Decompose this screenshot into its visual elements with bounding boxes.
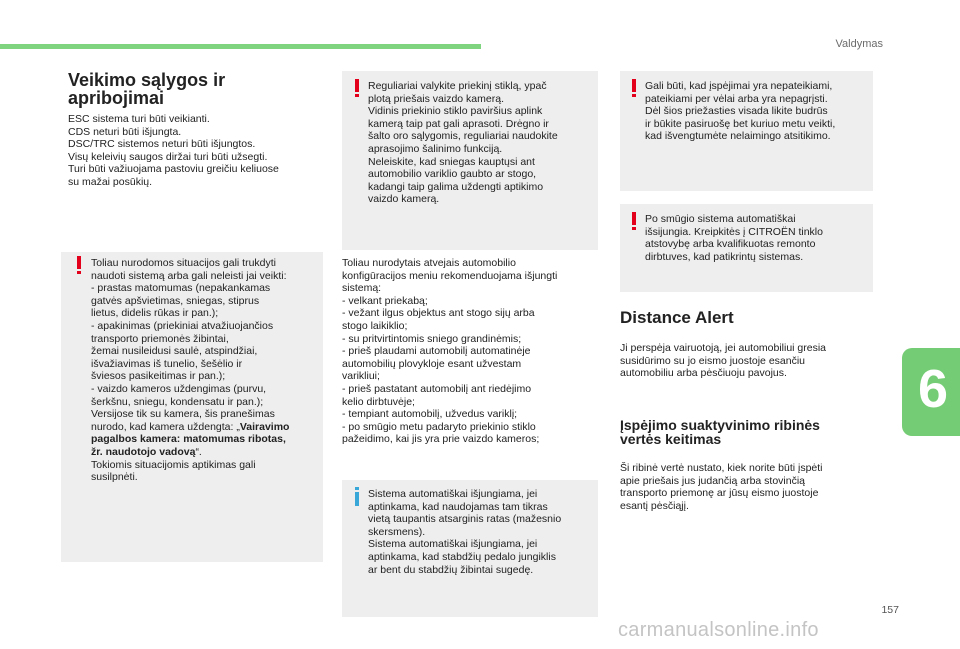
section-title-threshold: Įspėjimo suaktyvinimo ribinės vertės keitimas — [620, 417, 820, 447]
info-text-auto-disable: Sistema automatiškai išjungiama, jei aptinkama, kad naudojamas tam tikras vietą taupantis atsarginis ratas (mažesnio skersmens). Sistema automatiškai išjungiama, jei aptinkama, kad stabdžių pedalo jungiklis ar bent du stabdžių žibintai sugedę. — [368, 488, 562, 576]
warning-text-part: Toliau nurodomos situacijos gali trukdyti naudoti sistemą arba gali neleisti jai veikti: - prastas matomumas (nepakankamas gatvės apšvietimas, sniegas, stiprus lietus, didelis rūkas ir pan.); - apakinimas (priekiniai atvažiuojančios transporto priemonės žibintai, žemai nusileidusi saulė, atspindžiai, išvažiavimas iš tunelio, šešėlio ir šviesos pasikeitimas ir pan.); - vaizdo kameros uždengimas (purvu, šerkšnu, sniegu, kondensatu ir pan.); Versijose tik su kamera, šis pranešimas nurodo, kad kamera uždengta: „ — [91, 257, 287, 433]
section-header: Valdymas — [835, 38, 883, 50]
conditions-text: ESC sistema turi būti veikianti. CDS neturi būti išjungta. DSC/TRC sistemos neturi būti išjungtos. Visų keleivių saugos diržai turi būti užsegti. Turi būti važiuojama pastoviu greičiu keliuose su mažai posūkių. — [68, 113, 279, 188]
warning-text-cleaning: Reguliariai valykite priekinį stiklą, ypač plotą priešais vaizdo kamerą. Vidinis priekinio stiklo paviršius aplink kamerą taip pat gali aprasoti. Drėgno ir šalto oro sąlygomis, reguliariai naudokite aprasojimo šalinimo funkciją. Neleiskite, kad sniegas kauptųsi ant automobilio variklio gaubto ar stogo, kadangi taip galima uždengti aptikimo vaizdo kamerą. — [368, 80, 558, 206]
watermark-text: carmanualsonline.info — [618, 619, 819, 641]
page-number: 157 — [881, 604, 899, 616]
warning-icon — [355, 79, 359, 97]
distance-alert-text: Ji perspėja vairuotoją, jei automobiliui gresia susidūrimo su jo eismo juostoje esančiu automobiliu arba pėsčiuoju pavojus. — [620, 342, 827, 380]
recommend-text: Toliau nurodytais atvejais automobilio konfigūracijos meniu rekomenduojama išjungti sistemą: - velkant priekabą; - vežant ilgus objektus ant stogo sijų arba stogo laikiklio; - su pritvirtintomis sniego grandinėmis; - prieš plaudami automobilį automatinėje automobilių plovykloje esant užvestam varikliui; - prieš pastatant automobilį ant riedėjimo kelio dirbtuvėje; - tempiant automobilį, užvedus variklį; - po smūgio metu padaryto priekinio stiklo pažeidimo, kai jis yra prie vaizdo kameros; — [342, 257, 558, 446]
warning-text-situations — [91, 257, 321, 484]
info-icon — [355, 487, 359, 506]
warning-text-part: “. Tokiomis situacijomis aptikimas gali susilpnėti. — [91, 445, 256, 484]
section-title-distance-alert: Distance Alert — [620, 308, 734, 327]
warning-icon — [632, 79, 636, 97]
warning-icon — [77, 256, 81, 274]
warning-text-bold: Vairavimo pagalbos kamera: matomumas ribotas, žr. naudotojo vadovą — [91, 420, 290, 458]
chapter-number: 6 — [918, 359, 949, 419]
warning-icon — [632, 212, 636, 230]
warning-text-alerts: Gali būti, kad įspėjimai yra nepateikiami, pateikiami per vėlai arba yra nepagrįsti. Dėl šios priežasties visada likite budrūs ir būkite pasiruošę bet kuriuo metu veikti, kad išvengtumėte nelaimingo atsitikimo. — [645, 80, 836, 143]
warning-text-impact: Po smūgio sistema automatiškai išsijungia. Kreipkitės į CITROËN tinklo atstovybę arba kvalifikuotas remonto dirbtuves, kad patikrintų sistemas. — [645, 213, 823, 263]
chapter-tab — [902, 348, 960, 436]
threshold-text: Ši ribinė vertė nustato, kiek norite būti įspėti apie priešais jus judančią arba stovinčią transporto priemonę ar jūsų eismo juostoje esantį pėsčiąjį. — [620, 462, 823, 512]
top-accent-bar — [0, 44, 481, 49]
section-title-conditions: Veikimo sąlygos ir apribojimai — [68, 70, 226, 108]
